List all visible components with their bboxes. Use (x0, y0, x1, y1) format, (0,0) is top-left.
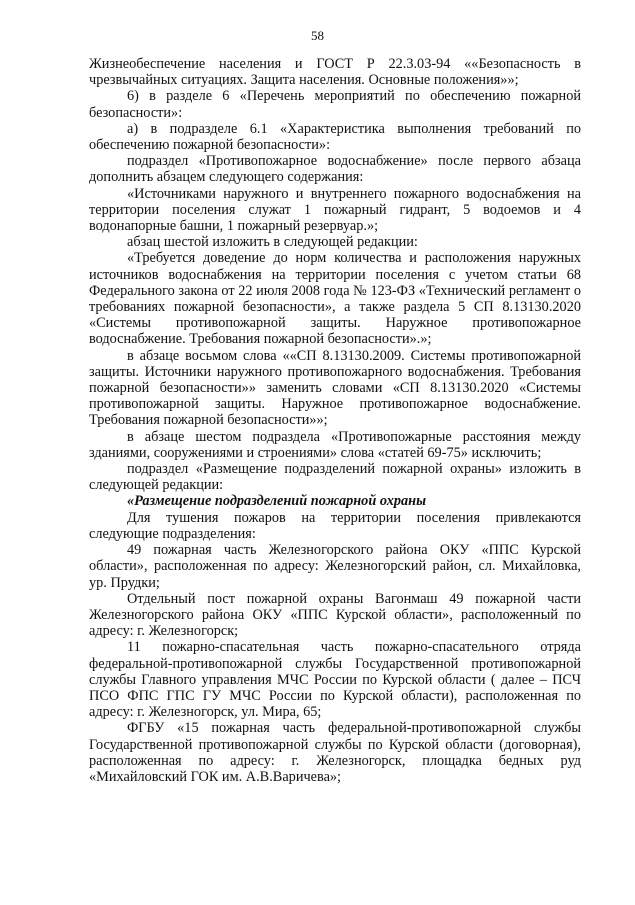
paragraph: «Требуется доведение до норм количества и расположения наружных источников водоснабжения на территории поселения с учетом статьи 68 Федерального закона от 22 июля 2008 года № 123-ФЗ «Технический регламент о требованиях пожарной безопасности», а также раздела 5 СП 8.13130.2020 «Системы противопожарной защиты. Наружное противопожарное водоснабжение. Требования пожарной безопасности».»; (89, 250, 581, 348)
paragraph: Для тушения пожаров на территории поселения привлекаются следующие подразделения: (89, 509, 581, 542)
paragraph: подраздел «Размещение подразделений пожарной охраны» изложить в следующей редакции: (89, 461, 581, 494)
paragraph: Жизнеобеспечение населения и ГОСТ Р 22.3.03-94 ««Безопасность в чрезвычайных ситуациях. Защита населения. Основные положения»»; (89, 56, 581, 89)
document-body (89, 56, 581, 785)
paragraph: 49 пожарная часть Железногорского района ОКУ «ППС Курской области», расположенная по адресу: Железногорский район, сл. Михайловка, ур. Прудки; (89, 542, 581, 591)
heading-text: «Размещение подразделений пожарной охраны (127, 493, 427, 510)
paragraph: а) в подразделе 6.1 «Характеристика выполнения требований по обеспечению пожарной безопасности»: (89, 120, 581, 154)
paragraph: Отдельный пост пожарной охраны Вагонмаш 49 пожарной части Железногорского района ОКУ «ППС Курской области», расположенный по адресу: г. Железногорск; (89, 590, 581, 640)
paragraph: 6) в разделе 6 «Перечень мероприятий по обеспечению пожарной безопасности»: (89, 88, 581, 121)
paragraph: «Источниками наружного и внутреннего пожарного водоснабжения на территории поселения служат 1 пожарный гидрант, 5 водоемов и 4 водонапорные башни, 1 пожарный резервуар.»; (89, 185, 581, 235)
paragraph: ФГБУ «15 пожарная часть федеральной-противопожарной службы Государственной противопожарной службы по Курской области (договорная), расположенная по адресу: г. Железногорск, площадка бедных руд «Михайловский ГОК им. А.В.Варичева»; (89, 720, 581, 785)
paragraph: абзац шестой изложить в следующей редакции: (127, 234, 418, 251)
paragraph: 11 пожарно-спасательная часть пожарно-спасательного отряда федеральной-противопожарной службы Государственной противопожарной службы Главного управления МЧС России по Курской области ( далее – ПСЧ ПСО ФПС ГПС ГУ МЧС России по Курской области), расположенная по адресу: г. Железногорск, ул. Мира, 65; (89, 639, 581, 721)
page-number: 58 (311, 28, 324, 43)
paragraph: в абзаце восьмом слова ««СП 8.13130.2009. Системы противопожарной защиты. Источники наружного противопожарного водоснабжения. Требования пожарной безопасности»» заменить словами «СП 8.13130.2020 «Системы противопожарной защиты. Наружное противопожарное водоснабжение. Требования пожарной безопасности»»; (89, 347, 581, 429)
paragraph: подраздел «Противопожарное водоснабжение» после первого абзаца дополнить абзацем следующего содержания: (89, 153, 581, 186)
paragraph: в абзаце шестом подраздела «Противопожарные расстояния между зданиями, сооружениями и строениями» слова «статей 69-75» исключить; (89, 428, 581, 461)
section-heading (89, 493, 581, 509)
